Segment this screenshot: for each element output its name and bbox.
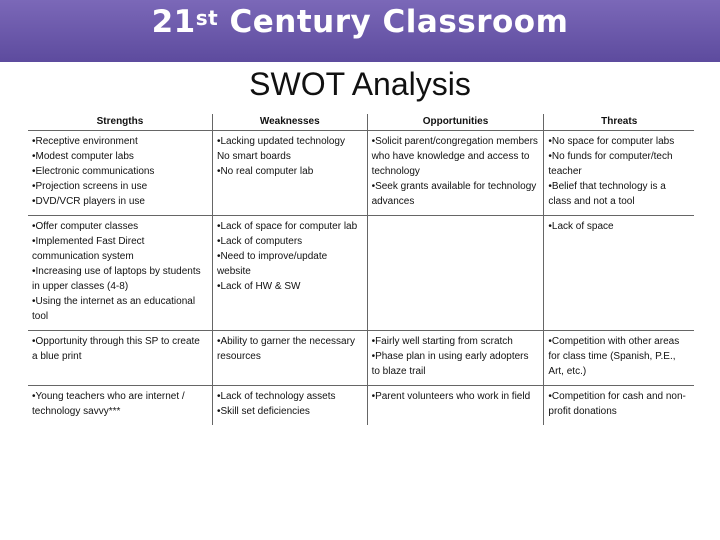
cell-line: •Parent volunteers who work in field xyxy=(371,391,531,402)
column-header-weaknesses: Weaknesses xyxy=(212,114,367,131)
table-row xyxy=(28,131,694,216)
cell-line: •Lacking updated technology xyxy=(216,136,345,147)
cell-line: •Using the internet as an educational tool xyxy=(32,296,196,322)
table-cell-opportunities xyxy=(367,386,544,426)
cell-line: •Skill set deficiencies xyxy=(216,406,310,417)
cell-line: •Lack of HW & SW xyxy=(216,281,301,292)
cell-line: •Increasing use of laptops by students in upper classes (4-8) xyxy=(32,266,201,292)
cell-line: •Solicit parent/congregation members who have knowledge and access to technology xyxy=(371,136,538,177)
cell-line: •Electronic communications xyxy=(32,166,155,177)
cell-line: •Competition with other areas for class time (Spanish, P.E., Art, etc.) xyxy=(548,336,680,377)
cell-line: •Lack of space for computer lab xyxy=(216,221,358,232)
column-header-threats: Threats xyxy=(544,114,694,131)
table-cell-threats xyxy=(544,331,694,386)
table-row xyxy=(28,386,694,426)
cell-line: •Competition for cash and non-profit donations xyxy=(548,391,686,417)
table-cell-threats xyxy=(544,131,694,216)
cell-line: •Young teachers who are internet / technology savvy*** xyxy=(32,391,185,417)
cell-line: •No funds for computer/tech teacher xyxy=(548,151,673,177)
table-cell-weaknesses xyxy=(212,386,367,426)
column-header-strengths: Strengths xyxy=(28,114,212,131)
table-row xyxy=(28,331,694,386)
cell-line: •DVD/VCR players in use xyxy=(32,196,145,207)
cell-line: •Lack of space xyxy=(548,221,614,232)
title-number: 21 xyxy=(151,4,196,40)
cell-line: No smart boards xyxy=(216,151,291,162)
table-cell-threats xyxy=(544,216,694,331)
cell-line: •Lack of computers xyxy=(216,236,303,247)
cell-line: •Offer computer classes xyxy=(32,221,139,232)
title-banner xyxy=(0,0,720,62)
table-row xyxy=(28,216,694,331)
cell-line: •No real computer lab xyxy=(216,166,314,177)
cell-line: •Seek grants available for technology advances xyxy=(371,181,537,207)
table-cell-threats xyxy=(544,386,694,426)
cell-line: •No space for computer labs xyxy=(548,136,675,147)
cell-line: •Lack of technology assets xyxy=(216,391,336,402)
table-cell-opportunities xyxy=(367,216,544,331)
cell-line: •Implemented Fast Direct communication system xyxy=(32,236,145,262)
table-cell-strengths xyxy=(28,331,212,386)
swot-table xyxy=(28,114,694,425)
cell-line: •Receptive environment xyxy=(32,136,138,147)
cell-line: •Fairly well starting from scratch xyxy=(371,336,513,347)
cell-line: •Opportunity through this SP to create a blue print xyxy=(32,336,200,362)
table-cell-strengths xyxy=(28,131,212,216)
cell-line: •Phase plan in using early adopters to blaze trail xyxy=(371,351,529,377)
table-cell-weaknesses xyxy=(212,216,367,331)
column-header-opportunities: Opportunities xyxy=(367,114,544,131)
table-cell-strengths xyxy=(28,386,212,426)
subtitle: SWOT Analysis xyxy=(249,66,471,102)
cell-line: •Modest computer labs xyxy=(32,151,134,162)
table-cell-weaknesses xyxy=(212,131,367,216)
cell-line: •Belief that technology is a class and not a tool xyxy=(548,181,666,207)
table-cell-weaknesses xyxy=(212,331,367,386)
cell-line: •Ability to garner the necessary resources xyxy=(216,336,355,362)
cell-line: •Need to improve/update website xyxy=(216,251,328,277)
header-row xyxy=(28,114,694,131)
page-title xyxy=(0,4,720,40)
table-cell-strengths xyxy=(28,216,212,331)
table-cell-opportunities xyxy=(367,331,544,386)
title-superscript: st xyxy=(195,6,219,30)
cell-line: •Projection screens in use xyxy=(32,181,148,192)
title-text: Century Classroom xyxy=(229,4,569,40)
table-cell-opportunities xyxy=(367,131,544,216)
